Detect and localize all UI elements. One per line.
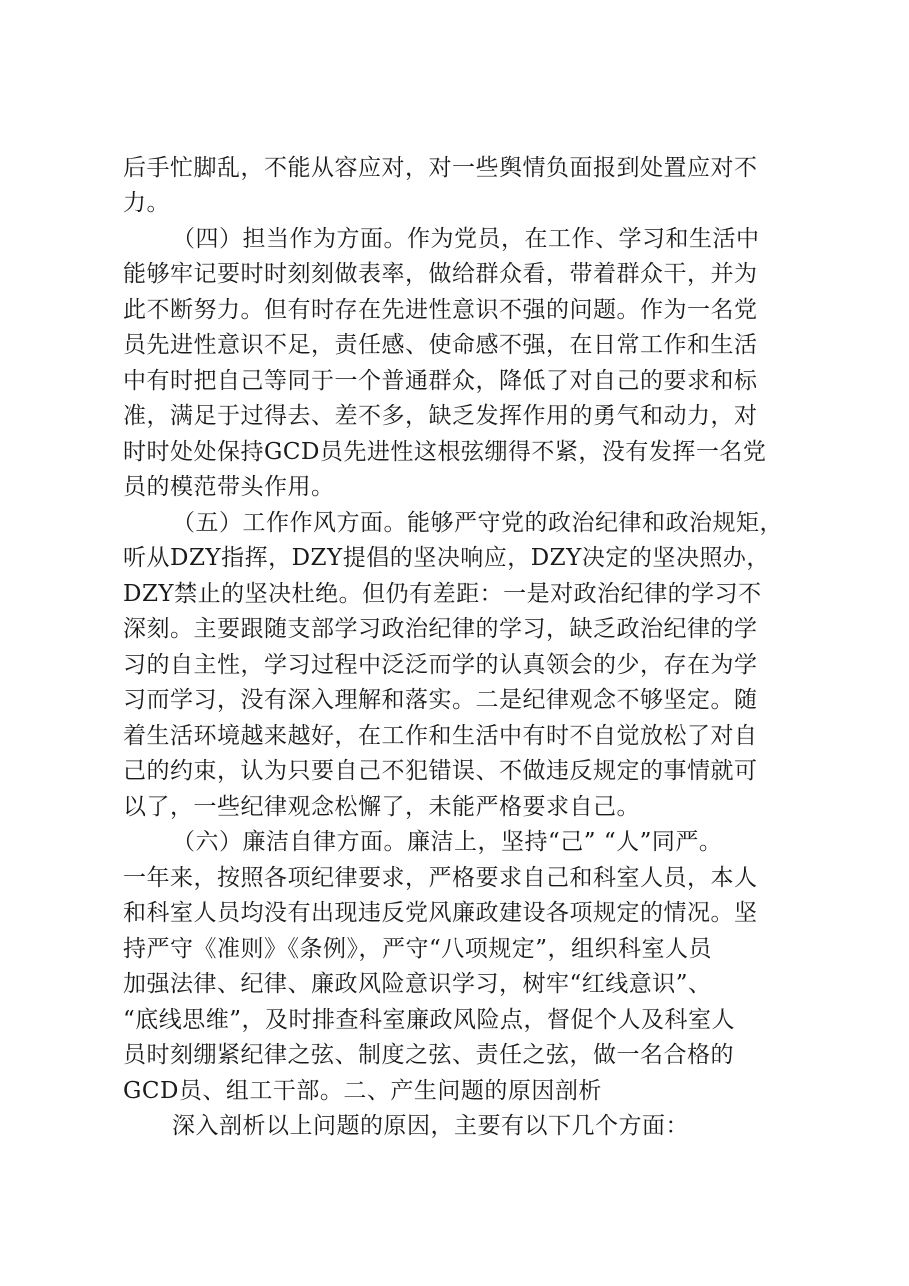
text-line: 力。: [123, 190, 170, 216]
text-line: 持严守《准则》《条例》，严守“八项规定”，组织科室人员: [123, 936, 713, 962]
text-line: 一年来，按照各项纪律要求，严格要求自己和科室人员，本人: [123, 865, 758, 891]
text-line: 员先进性意识不足，责任感、使命感不强，在日常工作和生活: [123, 332, 758, 358]
text-line: “底线思维”，及时排查科室廉政风险点，督促个人及科室人: [123, 1007, 736, 1033]
paragraph-heading-6: （六）廉洁自律方面。廉洁上，坚持“己” “人”同严。: [172, 829, 723, 855]
text-line: DZY禁止的坚决杜绝。但仍有差距：一是对政治纪律的学习不: [123, 581, 762, 607]
text-line: 中有时把自己等同于一个普通群众，降低了对自己的要求和标: [123, 368, 758, 394]
paragraph-heading-4: （四）担当作为方面。作为党员，在工作、学习和生活中: [172, 226, 760, 252]
text-line: 深刻。主要跟随支部学习政治纪律的学习，缺乏政治纪律的学: [123, 616, 758, 642]
text-line: 和科室人员均没有出现违反党风廉政建设各项规定的情况。坚: [123, 900, 758, 926]
text-line: 能够牢记要时时刻刻做表率，做给群众看，带着群众干，并为: [123, 261, 758, 287]
text-line: 准，满足于过得去、差不多，缺乏发挥作用的勇气和动力，对: [123, 403, 758, 429]
text-line: 习而学习，没有深入理解和落实。二是纪律观念不够坚定。随: [123, 687, 758, 713]
text-line: 员时刻绷紧纪律之弦、制度之弦、责任之弦，做一名合格的: [123, 1042, 734, 1068]
text-line: 时时处处保持GCD员先进性这根弦绷得不紧，没有发挥一名党: [123, 439, 767, 465]
text-line: 加强法律、纪律、廉政风险意识学习，树牢“红线意识”、: [123, 971, 712, 997]
text-line: 己的约束，认为只要自己不犯错误、不做违反规定的事情就可: [123, 758, 758, 784]
text-line: 着生活环境越来越好，在工作和生活中有时不自觉放松了对自: [123, 723, 758, 749]
text-line: 深入剖析以上问题的原因，主要有以下几个方面：: [172, 1113, 689, 1139]
text-line: 员的模范带头作用。: [123, 474, 335, 500]
text-line: 以了，一些纪律观念松懈了，未能严格要求自己。: [123, 794, 640, 820]
paragraph-heading-5: （五）工作作风方面。能够严守党的政治纪律和政治规矩，: [172, 510, 783, 536]
text-line: 习的自主性，学习过程中泛泛而学的认真领会的少，存在为学: [123, 652, 758, 678]
text-line: 此不断努力。但有时存在先进性意识不强的问题。作为一名党: [123, 297, 758, 323]
text-line: 听从DZY指挥，DZY提倡的坚决响应，DZY决定的坚决照办，: [123, 545, 770, 571]
text-line: 后手忙脚乱，不能从容应对，对一些舆情负面报到处置应对不: [123, 155, 758, 181]
text-line: GCD员、组工干部。二、产生问题的原因剖析: [123, 1078, 602, 1104]
